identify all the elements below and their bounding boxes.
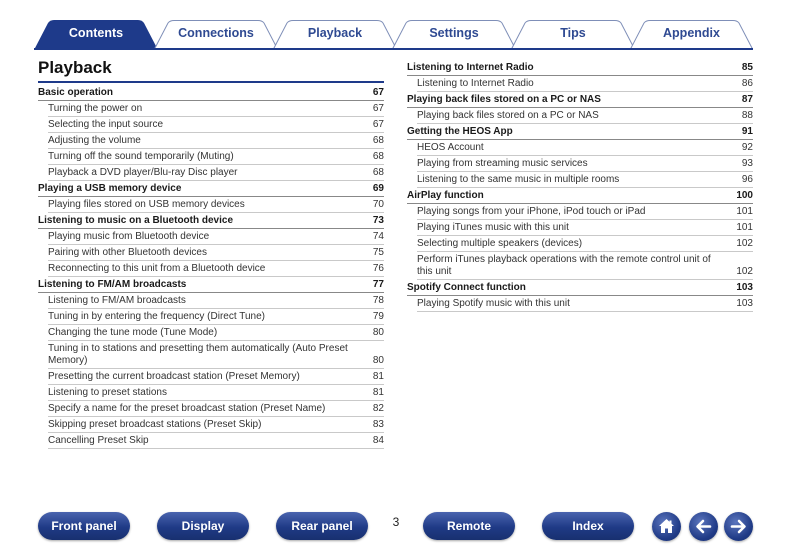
toc-entry-page: 70	[372, 199, 384, 210]
tab-tips[interactable]	[511, 20, 635, 50]
toc-entry-title: Listening to music on a Bluetooth device	[38, 215, 234, 226]
toc-entry-page: 83	[372, 419, 384, 430]
toc-entry-title: Playing files stored on USB memory devices	[48, 199, 245, 210]
toc-entry-page: 80	[372, 327, 384, 338]
toc-section-link[interactable]	[38, 213, 384, 229]
toc-entry-title: Listening to Internet Radio	[417, 78, 534, 89]
toc-entry-page: 76	[372, 263, 384, 274]
toc-entry-page: 87	[741, 94, 753, 105]
toc-entry-title: Listening to the same music in multiple rooms	[417, 174, 620, 185]
toc-entry-title: Playing a USB memory device	[38, 183, 182, 194]
tab-playback[interactable]	[273, 20, 397, 50]
toc-entry-title: Playing iTunes music with this unit	[417, 222, 569, 233]
toc-entry-link[interactable]	[417, 76, 753, 92]
tab-label: Settings	[429, 26, 479, 40]
toc-entry-page: 68	[372, 151, 384, 162]
toc-entry-link[interactable]	[48, 117, 384, 133]
toc-section-link[interactable]	[407, 60, 753, 76]
toc-entry-title: HEOS Account	[417, 142, 484, 153]
toc-entry-link[interactable]	[48, 325, 384, 341]
toc-entry-page: 68	[372, 135, 384, 146]
display-button[interactable]: Display	[157, 512, 249, 540]
toc-entry-page: 81	[372, 387, 384, 398]
toc-entry-link[interactable]	[417, 172, 753, 188]
toc-entry-page: 85	[741, 62, 753, 73]
toc-section-link[interactable]	[407, 280, 753, 296]
toc-entry-link[interactable]	[48, 401, 384, 417]
toc-entry-page: 100	[736, 190, 753, 201]
toc-entry-title: Getting the HEOS App	[407, 126, 513, 137]
toc-entry-title: Basic operation	[38, 87, 114, 98]
toc-entry-title: Playing songs from your iPhone, iPod touch or iPad	[417, 206, 646, 217]
toc-right-column	[407, 60, 753, 312]
toc-section-link[interactable]	[407, 92, 753, 108]
toc-entry-page: 103	[736, 282, 753, 293]
toc-entry-link[interactable]	[48, 229, 384, 245]
toc-entry-page: 84	[372, 435, 384, 446]
tab-label: Tips	[560, 26, 586, 40]
toc-entry-page: 75	[372, 247, 384, 258]
toc-entry-link[interactable]	[48, 309, 384, 325]
tab-label: Contents	[68, 26, 124, 40]
toc-entry-title: Turning off the sound temporarily (Muting)	[48, 151, 234, 162]
toc-entry-page: 67	[372, 103, 384, 114]
tab-label: Connections	[178, 26, 254, 40]
page-number: 3	[392, 515, 400, 529]
toc-entry-title: AirPlay function	[407, 190, 484, 201]
toc-section-link[interactable]	[38, 85, 384, 101]
toc-entry-title: Listening to FM/AM broadcasts	[38, 279, 187, 290]
toc-entry-title: Listening to preset stations	[48, 387, 167, 398]
toc-entry-page: 103	[736, 298, 753, 309]
toc-entry-title: Perform iTunes playback operations with the remote control unit of this unit	[417, 254, 711, 277]
toc-entry-title: Spotify Connect function	[407, 282, 526, 293]
arrow-left-icon	[693, 516, 714, 537]
toc-entry-title: Presetting the current broadcast station (Preset Memory)	[48, 371, 300, 382]
toc-entry-link[interactable]	[417, 236, 753, 252]
toc-entry-page: 68	[372, 167, 384, 178]
toc-entry-link[interactable]	[417, 140, 753, 156]
tab-bar	[34, 20, 753, 50]
toc-entry-link[interactable]	[417, 252, 753, 280]
toc-entry-link[interactable]	[417, 296, 753, 312]
toc-entry-title: Playing back files stored on a PC or NAS	[407, 94, 601, 105]
toc-entry-title: Specify a name for the preset broadcast station (Preset Name)	[48, 403, 326, 414]
toc-entry-link[interactable]	[48, 149, 384, 165]
toc-entry-title: Turning the power on	[48, 103, 143, 114]
home-button[interactable]	[652, 512, 681, 541]
toc-entry-title: Playback a DVD player/Blu-ray Disc player	[48, 167, 238, 178]
title-divider	[38, 81, 384, 83]
toc-entry-link[interactable]	[417, 156, 753, 172]
toc-entry-page: 82	[372, 403, 384, 414]
toc-entry-link[interactable]	[48, 385, 384, 401]
page-title: Playback	[38, 58, 112, 77]
toc-entry-page: 92	[741, 142, 753, 153]
toc-entry-link[interactable]	[48, 101, 384, 117]
toc-entry-title: Selecting the input source	[48, 119, 164, 130]
toc-entry-title: Selecting multiple speakers (devices)	[417, 238, 583, 249]
toc-entry-title: Playing from streaming music services	[417, 158, 588, 169]
toc-entry-title: Playing back files stored on a PC or NAS	[417, 110, 599, 121]
toc-entry-page: 102	[736, 238, 753, 249]
toc-entry-link[interactable]	[48, 133, 384, 149]
toc-section-link[interactable]	[38, 277, 384, 293]
forward-button[interactable]	[724, 512, 753, 541]
toc-entry-title: Listening to FM/AM broadcasts	[48, 295, 186, 306]
toc-left-column	[38, 85, 384, 449]
toc-entry-page: 69	[372, 183, 384, 194]
toc-entry-page: 77	[372, 279, 384, 290]
remote-button[interactable]: Remote	[423, 512, 515, 540]
toc-entry-page: 80	[372, 355, 384, 366]
toc-entry-title: Pairing with other Bluetooth devices	[48, 247, 207, 258]
back-button[interactable]	[689, 512, 718, 541]
toc-entry-title: Tuning in by entering the frequency (Direct Tune)	[48, 311, 265, 322]
front-panel-button[interactable]: Front panel	[38, 512, 130, 540]
tab-settings[interactable]	[392, 20, 516, 50]
toc-entry-page: 79	[372, 311, 384, 322]
toc-entry-title: Playing Spotify music with this unit	[417, 298, 570, 309]
toc-entry-page: 101	[736, 206, 753, 217]
index-button[interactable]: Index	[542, 512, 634, 540]
tab-connections[interactable]	[154, 20, 278, 50]
toc-entry-title: Reconnecting to this unit from a Bluetooth device	[48, 263, 266, 274]
toc-entry-page: 88	[741, 110, 753, 121]
toc-entry-link[interactable]	[48, 165, 384, 181]
toc-entry-page: 93	[741, 158, 753, 169]
toc-entry-link[interactable]	[48, 417, 384, 433]
toc-entry-title: Cancelling Preset Skip	[48, 435, 149, 446]
tab-contents[interactable]	[34, 20, 158, 50]
tab-appendix[interactable]	[630, 20, 753, 50]
toc-entry-page: 91	[741, 126, 753, 137]
toc-entry-title: Tuning in to stations and presetting them automatically (Auto Preset Memory)	[48, 343, 348, 366]
toc-entry-link[interactable]	[417, 220, 753, 236]
toc-entry-link[interactable]	[48, 369, 384, 385]
tab-label: Playback	[307, 26, 363, 40]
toc-entry-link[interactable]	[48, 245, 384, 261]
toc-entry-title: Listening to Internet Radio	[407, 62, 534, 73]
toc-entry-title: Skipping preset broadcast stations (Preset Skip)	[48, 419, 262, 430]
toc-entry-title: Playing music from Bluetooth device	[48, 231, 210, 242]
toc-entry-link[interactable]	[48, 433, 384, 449]
toc-entry-link[interactable]	[417, 204, 753, 220]
toc-entry-page: 73	[372, 215, 384, 226]
toc-entry-page: 96	[741, 174, 753, 185]
toc-entry-link[interactable]	[48, 261, 384, 277]
toc-entry-link[interactable]	[48, 197, 384, 213]
toc-entry-page: 67	[372, 119, 384, 130]
toc-entry-page: 67	[372, 87, 384, 98]
tab-label: Appendix	[663, 26, 720, 40]
toc-entry-page: 78	[372, 295, 384, 306]
toc-entry-link[interactable]	[417, 108, 753, 124]
arrow-right-icon	[728, 516, 749, 537]
toc-entry-title: Adjusting the volume	[48, 135, 141, 146]
tab-underline	[34, 48, 753, 50]
toc-entry-page: 102	[736, 266, 753, 277]
toc-entry-page: 81	[372, 371, 384, 382]
toc-entry-page: 74	[372, 231, 384, 242]
toc-entry-title: Changing the tune mode (Tune Mode)	[48, 327, 218, 338]
toc-entry-page: 86	[741, 78, 753, 89]
toc-section-link[interactable]	[407, 188, 753, 204]
rear-panel-button[interactable]: Rear panel	[276, 512, 368, 540]
toc-entry-link[interactable]	[48, 341, 384, 369]
toc-section-link[interactable]	[407, 124, 753, 140]
toc-entry-link[interactable]	[48, 293, 384, 309]
toc-section-link[interactable]	[38, 181, 384, 197]
toc-entry-page: 101	[736, 222, 753, 233]
home-icon	[656, 516, 677, 537]
